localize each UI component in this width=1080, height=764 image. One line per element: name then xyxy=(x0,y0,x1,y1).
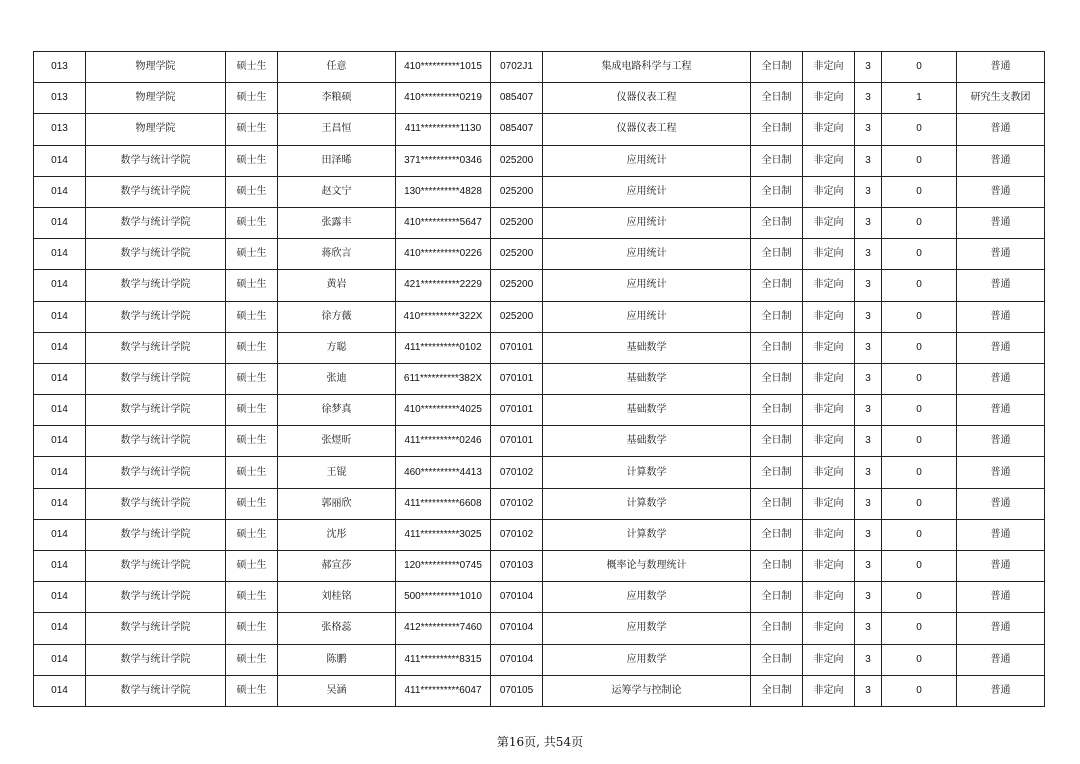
enrollment-type-cell: 普通 xyxy=(957,332,1045,363)
major-code-cell: 070101 xyxy=(491,395,543,426)
student-name-cell: 郭丽欣 xyxy=(278,488,396,519)
college-cell: 物理学院 xyxy=(86,52,226,83)
major-code-cell: 070104 xyxy=(491,582,543,613)
id-number-cell: 411**********8315 xyxy=(396,644,491,675)
study-mode-cell: 全日制 xyxy=(751,395,803,426)
major-name-cell: 应用统计 xyxy=(543,270,751,301)
major-code-cell: 085407 xyxy=(491,83,543,114)
degree-level-cell: 硕士生 xyxy=(226,239,278,270)
degree-level-cell: 硕士生 xyxy=(226,519,278,550)
unit-code-cell: 014 xyxy=(34,207,86,238)
college-cell: 数学与统计学院 xyxy=(86,176,226,207)
major-name-cell: 应用统计 xyxy=(543,301,751,332)
duration-cell: 3 xyxy=(855,207,882,238)
student-name-cell: 方聪 xyxy=(278,332,396,363)
unit-code-cell: 014 xyxy=(34,395,86,426)
flag-cell: 0 xyxy=(882,488,957,519)
table-row xyxy=(34,582,1045,613)
duration-cell: 3 xyxy=(855,332,882,363)
duration-cell: 3 xyxy=(855,52,882,83)
study-mode-cell: 全日制 xyxy=(751,114,803,145)
major-code-cell: 070101 xyxy=(491,332,543,363)
orientation-cell: 非定向 xyxy=(803,675,855,706)
unit-code-cell: 014 xyxy=(34,301,86,332)
duration-cell: 3 xyxy=(855,644,882,675)
table-row xyxy=(34,52,1045,83)
id-number-cell: 411**********6047 xyxy=(396,675,491,706)
college-cell: 物理学院 xyxy=(86,83,226,114)
unit-code-cell: 014 xyxy=(34,519,86,550)
table-row xyxy=(34,644,1045,675)
table-row xyxy=(34,301,1045,332)
id-number-cell: 411**********6608 xyxy=(396,488,491,519)
enrollment-type-cell: 普通 xyxy=(957,582,1045,613)
unit-code-cell: 014 xyxy=(34,239,86,270)
major-code-cell: 025200 xyxy=(491,145,543,176)
enrollment-type-cell: 普通 xyxy=(957,551,1045,582)
orientation-cell: 非定向 xyxy=(803,239,855,270)
unit-code-cell: 013 xyxy=(34,52,86,83)
duration-cell: 3 xyxy=(855,114,882,145)
flag-cell: 0 xyxy=(882,582,957,613)
flag-cell: 0 xyxy=(882,114,957,145)
study-mode-cell: 全日制 xyxy=(751,145,803,176)
duration-cell: 3 xyxy=(855,519,882,550)
college-cell: 数学与统计学院 xyxy=(86,519,226,550)
unit-code-cell: 014 xyxy=(34,644,86,675)
degree-level-cell: 硕士生 xyxy=(226,270,278,301)
study-mode-cell: 全日制 xyxy=(751,675,803,706)
duration-cell: 3 xyxy=(855,395,882,426)
id-number-cell: 411**********1130 xyxy=(396,114,491,145)
major-name-cell: 计算数学 xyxy=(543,488,751,519)
id-number-cell: 500**********1010 xyxy=(396,582,491,613)
table-row xyxy=(34,332,1045,363)
enrollment-type-cell: 普通 xyxy=(957,301,1045,332)
major-name-cell: 仪器仪表工程 xyxy=(543,83,751,114)
duration-cell: 3 xyxy=(855,675,882,706)
unit-code-cell: 014 xyxy=(34,551,86,582)
enrollment-type-cell: 普通 xyxy=(957,207,1045,238)
degree-level-cell: 硕士生 xyxy=(226,426,278,457)
major-code-cell: 070102 xyxy=(491,457,543,488)
table-row xyxy=(34,457,1045,488)
orientation-cell: 非定向 xyxy=(803,457,855,488)
major-name-cell: 应用统计 xyxy=(543,176,751,207)
unit-code-cell: 014 xyxy=(34,270,86,301)
degree-level-cell: 硕士生 xyxy=(226,83,278,114)
orientation-cell: 非定向 xyxy=(803,426,855,457)
unit-code-cell: 014 xyxy=(34,675,86,706)
table-row xyxy=(34,426,1045,457)
id-number-cell: 130**********4828 xyxy=(396,176,491,207)
flag-cell: 0 xyxy=(882,426,957,457)
orientation-cell: 非定向 xyxy=(803,644,855,675)
orientation-cell: 非定向 xyxy=(803,551,855,582)
degree-level-cell: 硕士生 xyxy=(226,551,278,582)
orientation-cell: 非定向 xyxy=(803,582,855,613)
duration-cell: 3 xyxy=(855,176,882,207)
major-name-cell: 仪器仪表工程 xyxy=(543,114,751,145)
roster-body xyxy=(34,52,1045,707)
student-name-cell: 刘桂铭 xyxy=(278,582,396,613)
degree-level-cell: 硕士生 xyxy=(226,332,278,363)
degree-level-cell: 硕士生 xyxy=(226,644,278,675)
table-row xyxy=(34,363,1045,394)
duration-cell: 3 xyxy=(855,83,882,114)
major-name-cell: 计算数学 xyxy=(543,519,751,550)
duration-cell: 3 xyxy=(855,145,882,176)
duration-cell: 3 xyxy=(855,551,882,582)
table-row xyxy=(34,176,1045,207)
id-number-cell: 410**********1015 xyxy=(396,52,491,83)
degree-level-cell: 硕士生 xyxy=(226,145,278,176)
flag-cell: 0 xyxy=(882,644,957,675)
flag-cell: 0 xyxy=(882,145,957,176)
major-name-cell: 应用数学 xyxy=(543,644,751,675)
major-name-cell: 基础数学 xyxy=(543,426,751,457)
enrollment-type-cell: 普通 xyxy=(957,270,1045,301)
major-name-cell: 应用数学 xyxy=(543,613,751,644)
orientation-cell: 非定向 xyxy=(803,395,855,426)
college-cell: 数学与统计学院 xyxy=(86,301,226,332)
study-mode-cell: 全日制 xyxy=(751,270,803,301)
enrollment-type-cell: 普通 xyxy=(957,457,1045,488)
orientation-cell: 非定向 xyxy=(803,176,855,207)
id-number-cell: 412**********7460 xyxy=(396,613,491,644)
duration-cell: 3 xyxy=(855,613,882,644)
college-cell: 数学与统计学院 xyxy=(86,488,226,519)
major-name-cell: 集成电路科学与工程 xyxy=(543,52,751,83)
major-code-cell: 070102 xyxy=(491,519,543,550)
student-name-cell: 蒋欣言 xyxy=(278,239,396,270)
enrollment-type-cell: 普通 xyxy=(957,644,1045,675)
college-cell: 数学与统计学院 xyxy=(86,207,226,238)
major-name-cell: 应用统计 xyxy=(543,239,751,270)
student-name-cell: 田泽晞 xyxy=(278,145,396,176)
flag-cell: 0 xyxy=(882,363,957,394)
orientation-cell: 非定向 xyxy=(803,207,855,238)
major-name-cell: 基础数学 xyxy=(543,332,751,363)
study-mode-cell: 全日制 xyxy=(751,644,803,675)
study-mode-cell: 全日制 xyxy=(751,457,803,488)
enrollment-type-cell: 研究生支教团 xyxy=(957,83,1045,114)
roster-table xyxy=(33,51,1045,707)
student-name-cell: 吴涵 xyxy=(278,675,396,706)
unit-code-cell: 014 xyxy=(34,488,86,519)
duration-cell: 3 xyxy=(855,457,882,488)
table-row xyxy=(34,239,1045,270)
id-number-cell: 411**********0246 xyxy=(396,426,491,457)
enrollment-type-cell: 普通 xyxy=(957,176,1045,207)
degree-level-cell: 硕士生 xyxy=(226,114,278,145)
degree-level-cell: 硕士生 xyxy=(226,363,278,394)
unit-code-cell: 014 xyxy=(34,176,86,207)
enrollment-type-cell: 普通 xyxy=(957,519,1045,550)
unit-code-cell: 014 xyxy=(34,426,86,457)
student-name-cell: 徐方薇 xyxy=(278,301,396,332)
enrollment-type-cell: 普通 xyxy=(957,488,1045,519)
student-name-cell: 张露丰 xyxy=(278,207,396,238)
major-code-cell: 025200 xyxy=(491,207,543,238)
student-name-cell: 王锟 xyxy=(278,457,396,488)
table-row xyxy=(34,83,1045,114)
orientation-cell: 非定向 xyxy=(803,332,855,363)
college-cell: 数学与统计学院 xyxy=(86,270,226,301)
flag-cell: 0 xyxy=(882,239,957,270)
table-row xyxy=(34,551,1045,582)
major-code-cell: 070104 xyxy=(491,613,543,644)
orientation-cell: 非定向 xyxy=(803,301,855,332)
enrollment-type-cell: 普通 xyxy=(957,363,1045,394)
unit-code-cell: 014 xyxy=(34,332,86,363)
major-code-cell: 025200 xyxy=(491,176,543,207)
major-code-cell: 0702J1 xyxy=(491,52,543,83)
degree-level-cell: 硕士生 xyxy=(226,488,278,519)
study-mode-cell: 全日制 xyxy=(751,582,803,613)
orientation-cell: 非定向 xyxy=(803,52,855,83)
student-name-cell: 徐梦真 xyxy=(278,395,396,426)
id-number-cell: 611**********382X xyxy=(396,363,491,394)
student-name-cell: 任意 xyxy=(278,52,396,83)
table-row xyxy=(34,395,1045,426)
orientation-cell: 非定向 xyxy=(803,519,855,550)
id-number-cell: 120**********0745 xyxy=(396,551,491,582)
major-code-cell: 070101 xyxy=(491,426,543,457)
orientation-cell: 非定向 xyxy=(803,145,855,176)
study-mode-cell: 全日制 xyxy=(751,332,803,363)
major-name-cell: 应用数学 xyxy=(543,582,751,613)
college-cell: 数学与统计学院 xyxy=(86,363,226,394)
degree-level-cell: 硕士生 xyxy=(226,613,278,644)
duration-cell: 3 xyxy=(855,426,882,457)
id-number-cell: 371**********0346 xyxy=(396,145,491,176)
duration-cell: 3 xyxy=(855,239,882,270)
orientation-cell: 非定向 xyxy=(803,270,855,301)
orientation-cell: 非定向 xyxy=(803,83,855,114)
student-name-cell: 沈彤 xyxy=(278,519,396,550)
major-code-cell: 070104 xyxy=(491,644,543,675)
college-cell: 数学与统计学院 xyxy=(86,675,226,706)
flag-cell: 0 xyxy=(882,332,957,363)
degree-level-cell: 硕士生 xyxy=(226,176,278,207)
college-cell: 数学与统计学院 xyxy=(86,332,226,363)
major-name-cell: 概率论与数理统计 xyxy=(543,551,751,582)
duration-cell: 3 xyxy=(855,301,882,332)
college-cell: 数学与统计学院 xyxy=(86,395,226,426)
id-number-cell: 410**********322X xyxy=(396,301,491,332)
student-name-cell: 张煜昕 xyxy=(278,426,396,457)
unit-code-cell: 014 xyxy=(34,145,86,176)
college-cell: 物理学院 xyxy=(86,114,226,145)
flag-cell: 0 xyxy=(882,613,957,644)
enrollment-type-cell: 普通 xyxy=(957,145,1045,176)
student-name-cell: 郝宣莎 xyxy=(278,551,396,582)
major-name-cell: 基础数学 xyxy=(543,363,751,394)
unit-code-cell: 014 xyxy=(34,582,86,613)
id-number-cell: 411**********3025 xyxy=(396,519,491,550)
major-code-cell: 070105 xyxy=(491,675,543,706)
id-number-cell: 410**********4025 xyxy=(396,395,491,426)
study-mode-cell: 全日制 xyxy=(751,52,803,83)
college-cell: 数学与统计学院 xyxy=(86,551,226,582)
table-row xyxy=(34,488,1045,519)
major-code-cell: 085407 xyxy=(491,114,543,145)
study-mode-cell: 全日制 xyxy=(751,363,803,394)
college-cell: 数学与统计学院 xyxy=(86,426,226,457)
major-code-cell: 025200 xyxy=(491,301,543,332)
orientation-cell: 非定向 xyxy=(803,613,855,644)
major-code-cell: 070102 xyxy=(491,488,543,519)
flag-cell: 1 xyxy=(882,83,957,114)
degree-level-cell: 硕士生 xyxy=(226,395,278,426)
enrollment-type-cell: 普通 xyxy=(957,426,1045,457)
study-mode-cell: 全日制 xyxy=(751,239,803,270)
orientation-cell: 非定向 xyxy=(803,363,855,394)
enrollment-type-cell: 普通 xyxy=(957,675,1045,706)
major-code-cell: 070101 xyxy=(491,363,543,394)
degree-level-cell: 硕士生 xyxy=(226,52,278,83)
study-mode-cell: 全日制 xyxy=(751,83,803,114)
id-number-cell: 411**********0102 xyxy=(396,332,491,363)
id-number-cell: 410**********0219 xyxy=(396,83,491,114)
major-name-cell: 计算数学 xyxy=(543,457,751,488)
college-cell: 数学与统计学院 xyxy=(86,239,226,270)
student-name-cell: 张迪 xyxy=(278,363,396,394)
enrollment-type-cell: 普通 xyxy=(957,395,1045,426)
flag-cell: 0 xyxy=(882,395,957,426)
college-cell: 数学与统计学院 xyxy=(86,457,226,488)
study-mode-cell: 全日制 xyxy=(751,426,803,457)
unit-code-cell: 014 xyxy=(34,363,86,394)
unit-code-cell: 014 xyxy=(34,457,86,488)
student-name-cell: 王昌恒 xyxy=(278,114,396,145)
table-row xyxy=(34,114,1045,145)
unit-code-cell: 014 xyxy=(34,613,86,644)
major-name-cell: 应用统计 xyxy=(543,207,751,238)
study-mode-cell: 全日制 xyxy=(751,613,803,644)
flag-cell: 0 xyxy=(882,52,957,83)
college-cell: 数学与统计学院 xyxy=(86,145,226,176)
enrollment-type-cell: 普通 xyxy=(957,613,1045,644)
study-mode-cell: 全日制 xyxy=(751,519,803,550)
college-cell: 数学与统计学院 xyxy=(86,613,226,644)
student-name-cell: 张格蕊 xyxy=(278,613,396,644)
major-code-cell: 025200 xyxy=(491,239,543,270)
flag-cell: 0 xyxy=(882,551,957,582)
flag-cell: 0 xyxy=(882,176,957,207)
flag-cell: 0 xyxy=(882,457,957,488)
degree-level-cell: 硕士生 xyxy=(226,582,278,613)
student-name-cell: 陈鹏 xyxy=(278,644,396,675)
study-mode-cell: 全日制 xyxy=(751,207,803,238)
student-name-cell: 黄岩 xyxy=(278,270,396,301)
page-number: 第16页, 共54页 xyxy=(496,735,584,749)
table-row xyxy=(34,519,1045,550)
degree-level-cell: 硕士生 xyxy=(226,301,278,332)
table-row xyxy=(34,675,1045,706)
major-code-cell: 025200 xyxy=(491,270,543,301)
duration-cell: 3 xyxy=(855,270,882,301)
table-row xyxy=(34,613,1045,644)
flag-cell: 0 xyxy=(882,270,957,301)
student-name-cell: 赵文宁 xyxy=(278,176,396,207)
table-row xyxy=(34,270,1045,301)
study-mode-cell: 全日制 xyxy=(751,488,803,519)
study-mode-cell: 全日制 xyxy=(751,551,803,582)
id-number-cell: 421**********2229 xyxy=(396,270,491,301)
orientation-cell: 非定向 xyxy=(803,114,855,145)
id-number-cell: 410**********5647 xyxy=(396,207,491,238)
id-number-cell: 410**********0226 xyxy=(396,239,491,270)
degree-level-cell: 硕士生 xyxy=(226,207,278,238)
flag-cell: 0 xyxy=(882,675,957,706)
enrollment-type-cell: 普通 xyxy=(957,239,1045,270)
flag-cell: 0 xyxy=(882,207,957,238)
college-cell: 数学与统计学院 xyxy=(86,582,226,613)
study-mode-cell: 全日制 xyxy=(751,301,803,332)
orientation-cell: 非定向 xyxy=(803,488,855,519)
duration-cell: 3 xyxy=(855,488,882,519)
flag-cell: 0 xyxy=(882,519,957,550)
duration-cell: 3 xyxy=(855,582,882,613)
unit-code-cell: 013 xyxy=(34,114,86,145)
degree-level-cell: 硕士生 xyxy=(226,457,278,488)
enrollment-type-cell: 普通 xyxy=(957,114,1045,145)
degree-level-cell: 硕士生 xyxy=(226,675,278,706)
student-name-cell: 李粮硕 xyxy=(278,83,396,114)
id-number-cell: 460**********4413 xyxy=(396,457,491,488)
enrollment-type-cell: 普通 xyxy=(957,52,1045,83)
unit-code-cell: 013 xyxy=(34,83,86,114)
major-name-cell: 运筹学与控制论 xyxy=(543,675,751,706)
study-mode-cell: 全日制 xyxy=(751,176,803,207)
duration-cell: 3 xyxy=(855,363,882,394)
major-name-cell: 基础数学 xyxy=(543,395,751,426)
table-row xyxy=(34,145,1045,176)
flag-cell: 0 xyxy=(882,301,957,332)
major-code-cell: 070103 xyxy=(491,551,543,582)
college-cell: 数学与统计学院 xyxy=(86,644,226,675)
table-row xyxy=(34,207,1045,238)
major-name-cell: 应用统计 xyxy=(543,145,751,176)
